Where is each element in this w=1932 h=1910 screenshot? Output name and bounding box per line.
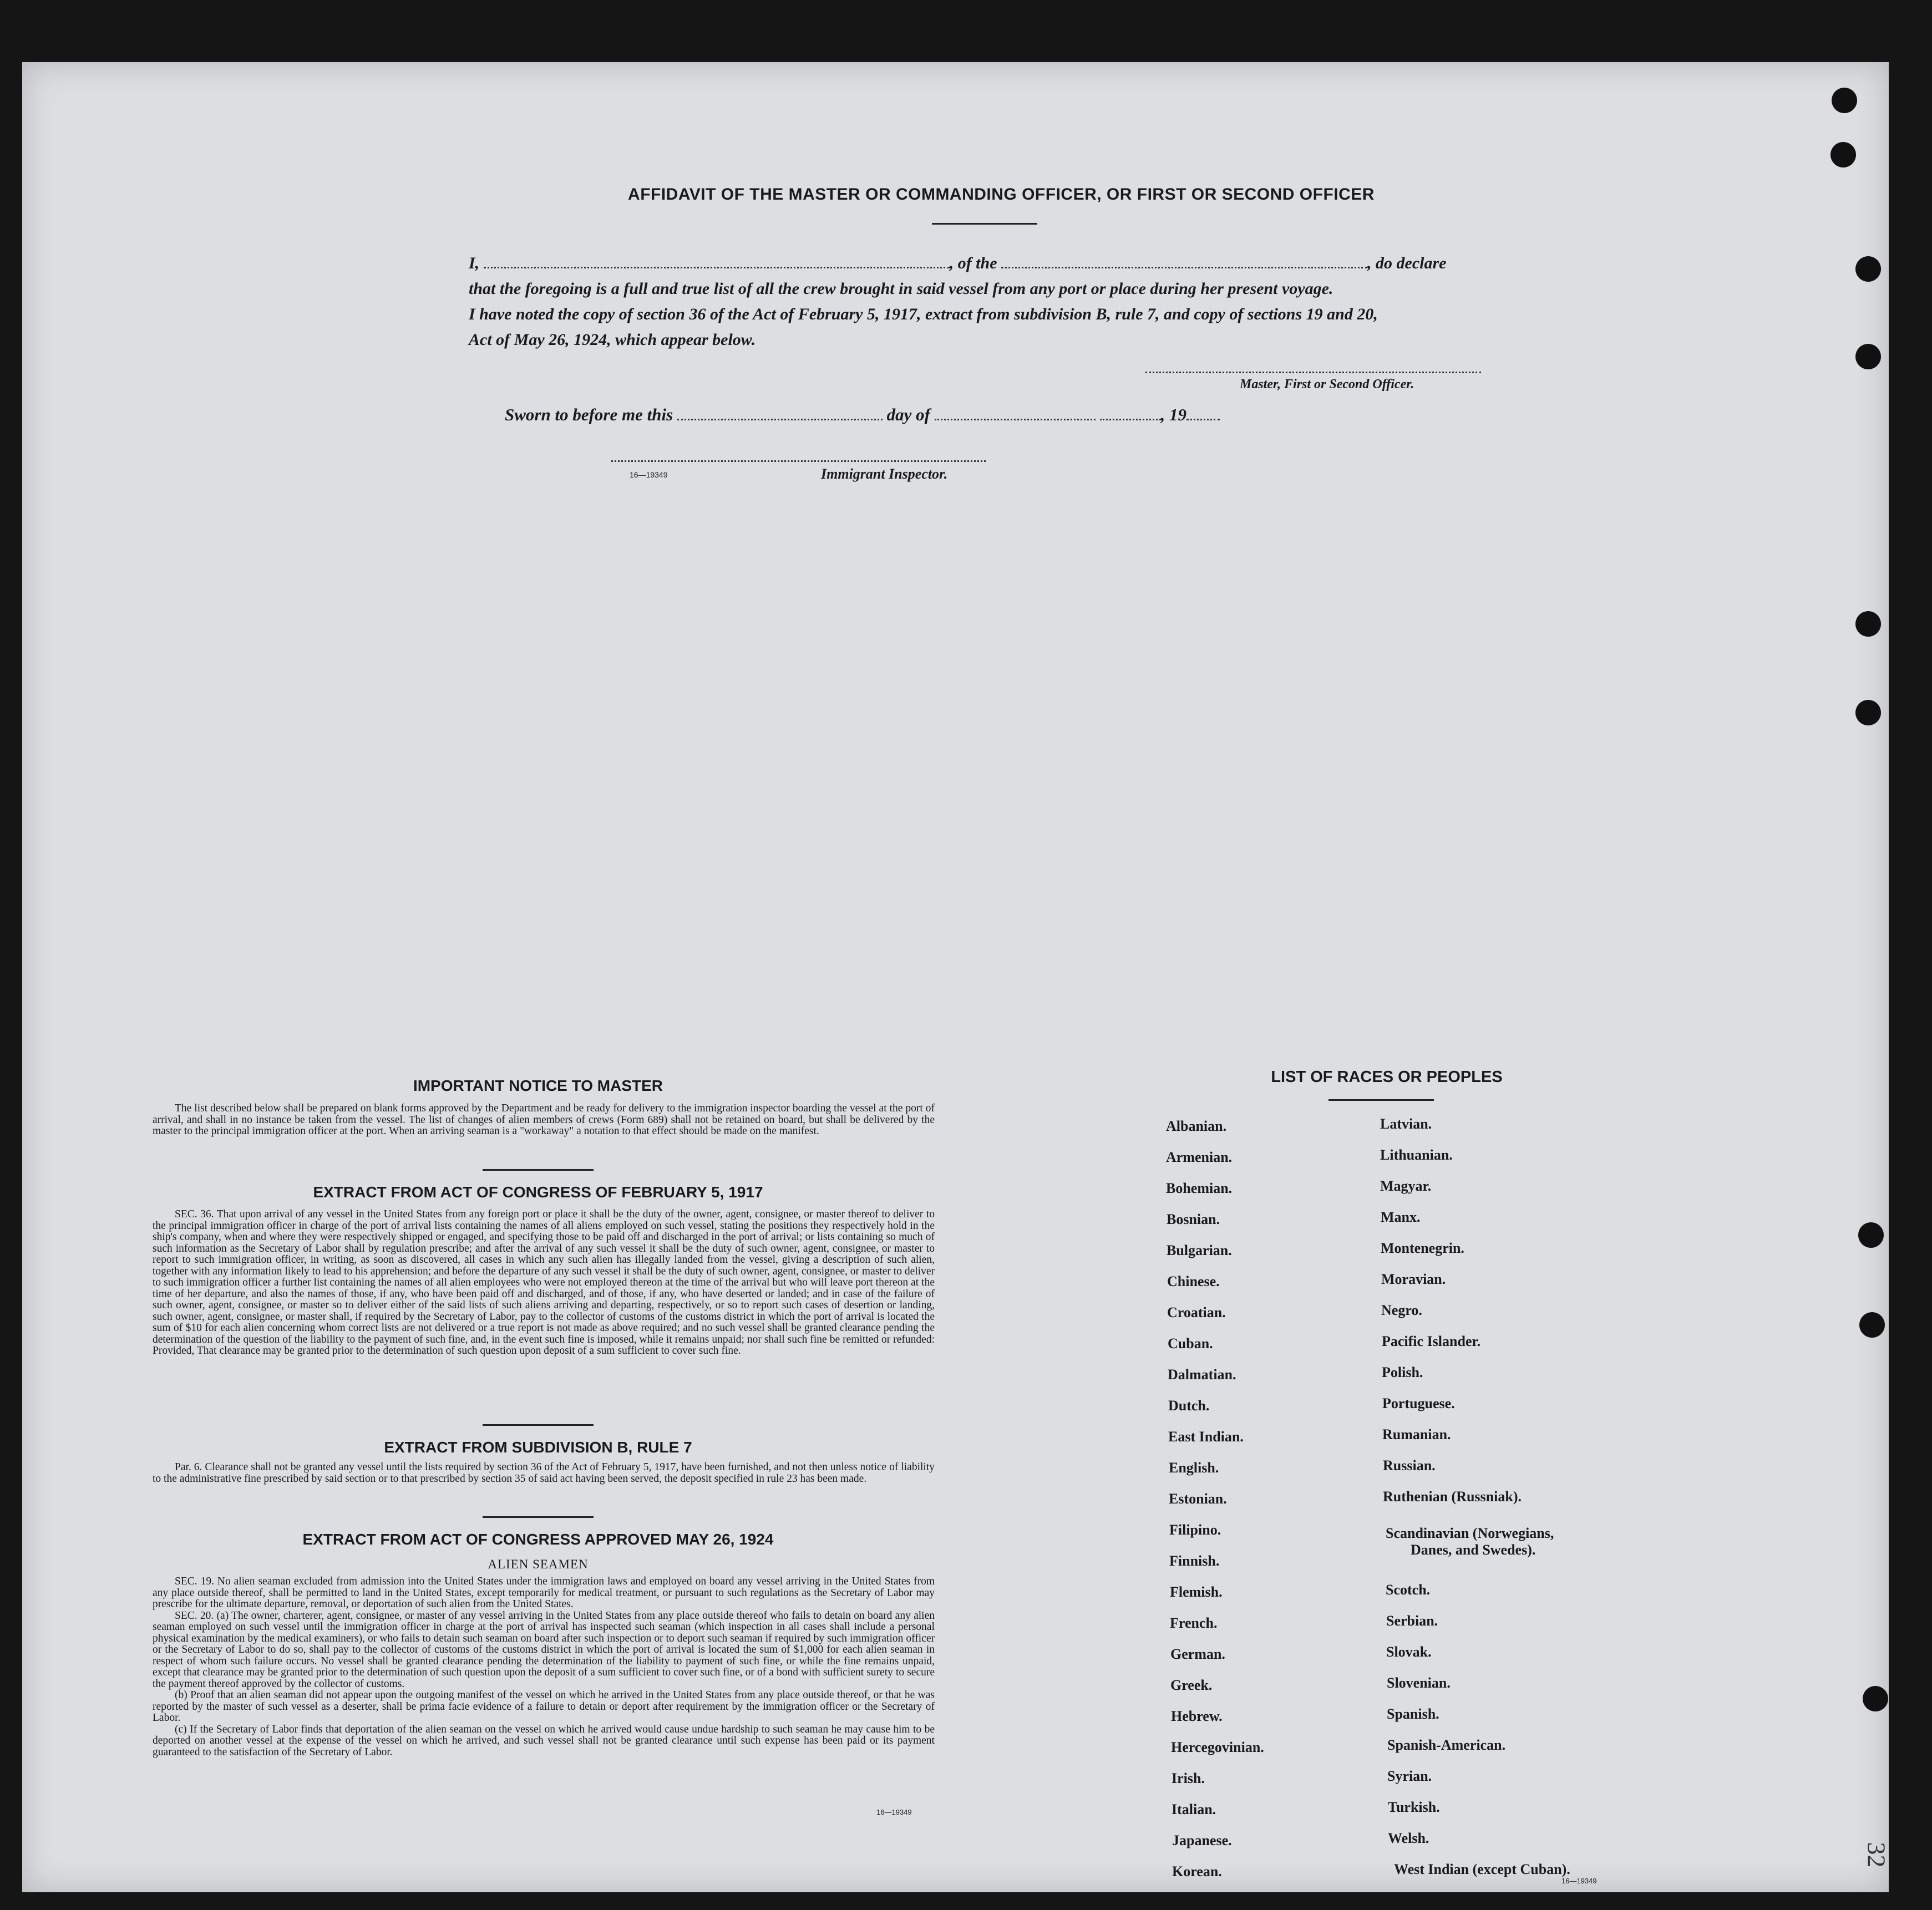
notice-title: IMPORTANT NOTICE TO MASTER	[413, 1077, 663, 1094]
extract-1917-text	[153, 1209, 935, 1357]
race-right: Moravian.	[1381, 1271, 1446, 1287]
race-right: Spanish.	[1387, 1706, 1439, 1722]
extract-1917-title: EXTRACT FROM ACT OF CONGRESS OF FEBRUARY 5, 1917	[313, 1183, 763, 1201]
race-left: Italian.	[1172, 1801, 1216, 1817]
race-left: Filipino.	[1169, 1522, 1221, 1538]
race-right: Slovenian.	[1387, 1675, 1451, 1691]
race-right: Latvian.	[1380, 1116, 1432, 1132]
race-right: Spanish-American.	[1387, 1737, 1506, 1753]
sec-19-paragraph: SEC. 19. No alien seaman excluded from admission into the United States under the immigration laws and employed on board any vessel arriving in the United States from any place outside thereof, shall be permitted to land in the United States, except temporarily for medical treatment, or pursuant to such regulations as the Secretary of Labor may prescribe for the ultimate departure, removal, or deportation of such alien from the United States.	[153, 1576, 935, 1610]
race-right: Pacific Islander.	[1382, 1333, 1481, 1349]
sworn-day-of: day of	[886, 405, 930, 424]
section-divider	[483, 1424, 594, 1426]
section-36-paragraph: SEC. 36. That upon arrival of any vessel in the United States from any foreign port or place it shall be the duty of the owner, agent, consignee, or master thereof to deliver to the principal immigration officer in charge of the port of arrival lists containing the names of all aliens employed on such vessel, stating the positions they respectively hold in the ship's company, when and where they were respectively shipped or engaged, and specifying those to be paid off and discharged in the port of arrival; or lists containing so much of such information as the Secretary of Labor shall by regulation prescribe; and after the arrival of any such vessel it shall be the duty of such owner, agent, consignee, or master to report to such immigration officer, in writing, as soon as discovered, all cases in which any such alien has illegally landed from the vessel, giving a description of such alien, together with any information likely to lead to his apprehension; and before the departure of any such vessel it shall be the duty of such owner, agent, consignee, or master to deliver to such immigration officer a further list containing the names of all alien employees who were not employed thereon at the time of the arrival but who will leave port thereon at the time of her departure, and also the names of those, if any, who have been paid off and discharged, and of those, if any, who have deserted or landed; and in case of the failure of such owner, agent, consignee, or master so to deliver either of the said lists of such aliens arriving and departing, respectively, or so to report such cases of desertion or landing, such owner, agent, consignee, or master shall, if required by the Secretary of Labor, pay to the collector of customs of the customs district in which the port of arrival is located the sum of $10 for each alien concerning whom correct lists are not delivered or a true report is not made as above required; and no such vessel shall be granted clearance pending the determination of the question of the liability to the payment of such fine, and, in the event such fine is imposed, while it remains unpaid; nor shall such fine be remitted or refunded: Provided, That clearance may be granted prior to the determination of such question upon deposit of a sum sufficient to cover such fine.	[153, 1208, 935, 1357]
extract-rule7-title: EXTRACT FROM SUBDIVISION B, RULE 7	[384, 1439, 692, 1456]
month-blank-2	[1100, 418, 1161, 420]
races-title-underline	[1328, 1099, 1434, 1101]
par-6-paragraph: Par. 6. Clearance shall not be granted any vessel until the lists required by section 36 of the Act of February 5, 1917, have been furnished, and not then unless notice of liability to the administrative fine prescribed by said section or to that prescribed by section 35 of said act having been served, the deposit specified in rule 23 has been made.	[153, 1461, 935, 1485]
document-sheet	[22, 62, 1889, 1892]
extract-1924-title: EXTRACT FROM ACT OF CONGRESS APPROVED MAY 26, 1924	[302, 1531, 774, 1548]
section-divider	[483, 1169, 594, 1171]
title-underline	[932, 223, 1037, 225]
race-right: Syrian.	[1387, 1768, 1432, 1784]
race-left: Croatian.	[1167, 1304, 1226, 1320]
race-left: Chinese.	[1167, 1273, 1220, 1289]
race-left: Dalmatian.	[1168, 1367, 1236, 1383]
race-left: Hercegovinian.	[1171, 1739, 1264, 1755]
race-left: English.	[1169, 1460, 1219, 1476]
race-right: Danes, and Swedes).	[1411, 1542, 1536, 1558]
notice-text	[153, 1103, 935, 1137]
race-right: Welsh.	[1388, 1830, 1429, 1846]
binder-hole	[1855, 611, 1881, 637]
extract-1924-text	[153, 1576, 935, 1758]
race-right: Ruthenian (Russniak).	[1383, 1489, 1522, 1505]
race-left: Bohemian.	[1166, 1180, 1233, 1196]
notice-paragraph: The list described below shall be prepared on blank forms approved by the Department and be ready for delivery to the immigration inspector boarding the vessel at the port of arrival, and shall in no instance be taken from the vessel. The list of changes of alien members of crews (Form 689) shall not be retained on board, but shall be delivered by the master to the principal immigration officer at the port. When an arriving seaman is a "workaway" a notation to that effect should be made on the manifest.	[153, 1103, 935, 1137]
race-right: West Indian (except Cuban).	[1394, 1861, 1570, 1877]
race-left: Greek.	[1170, 1677, 1213, 1693]
race-left: Flemish.	[1170, 1584, 1223, 1600]
inspector-signature-line	[611, 460, 986, 462]
race-left: Armenian.	[1166, 1149, 1233, 1165]
binder-hole	[1855, 344, 1881, 369]
races-title: LIST OF RACES OR PEOPLES	[1271, 1068, 1503, 1086]
race-right: Negro.	[1381, 1302, 1422, 1318]
page-mark: 32	[1862, 1842, 1891, 1868]
race-left: Korean.	[1172, 1863, 1222, 1879]
inspector-caption: Immigrant Inspector.	[821, 466, 948, 482]
binder-hole	[1858, 1222, 1884, 1248]
year-blank	[1186, 418, 1220, 420]
sworn-line	[505, 405, 1220, 425]
affidavit-title: AFFIDAVIT OF THE MASTER OR COMMANDING OFFICER, OR FIRST OR SECOND OFFICER	[628, 185, 1375, 204]
race-right: Scandinavian (Norwegians,	[1386, 1525, 1554, 1541]
race-right: Portuguese.	[1382, 1395, 1455, 1411]
form-number: 16—19349	[630, 470, 668, 479]
race-right: Serbian.	[1386, 1613, 1438, 1629]
race-right: Polish.	[1382, 1364, 1423, 1380]
vessel-blank	[1001, 266, 1367, 268]
race-left: Estonian.	[1169, 1491, 1227, 1507]
race-right: Magyar.	[1380, 1178, 1432, 1194]
race-left: German.	[1170, 1646, 1225, 1662]
race-right: Rumanian.	[1382, 1426, 1451, 1442]
race-right: Turkish.	[1388, 1799, 1440, 1815]
extract-rule7-text	[153, 1462, 935, 1485]
race-left: Finnish.	[1169, 1553, 1220, 1569]
binder-hole	[1830, 142, 1856, 167]
affidavit-statement	[469, 251, 1500, 353]
race-right: Scotch.	[1386, 1582, 1431, 1598]
affidavit-declare: , do declare	[1367, 254, 1447, 272]
affidavit-line-4: Act of May 26, 1924, which appear below.	[469, 331, 756, 349]
binder-hole	[1832, 88, 1857, 113]
race-left: Albanian.	[1166, 1118, 1227, 1134]
race-right: Russian.	[1383, 1457, 1436, 1474]
race-left: Bosnian.	[1167, 1211, 1220, 1227]
race-right: Manx.	[1381, 1209, 1421, 1225]
binder-hole	[1859, 1312, 1885, 1338]
affidavit-line-3: I have noted the copy of section 36 of the Act of February 5, 1917, extract from subdivision B, rule 7, and copy of sections 19 and 20,	[469, 305, 1378, 323]
sec-20c-paragraph: (c) If the Secretary of Labor finds that deportation of the alien seaman on the vessel on which he arrived would cause undue hardship to such seaman he may cause him to be deported on another vessel at the expense of the vessel on which he arrived, and such vessel shall not be granted clearance until such expense has been paid or its payment guaranteed to the satisfaction of the Secretary of Labor.	[153, 1723, 935, 1758]
sworn-year: , 19	[1160, 405, 1186, 424]
race-left: Dutch.	[1168, 1398, 1210, 1414]
signature-caption: Master, First or Second Officer.	[1240, 377, 1414, 392]
race-left: Bulgarian.	[1167, 1242, 1232, 1258]
binder-hole	[1855, 256, 1881, 282]
month-blank	[935, 418, 1096, 420]
section-divider	[483, 1516, 594, 1518]
race-left: French.	[1170, 1615, 1218, 1631]
sec-20b-paragraph: (b) Proof that an alien seaman did not appear upon the outgoing manifest of the vessel on which he arrived in the United States from any place outside thereof, or that he was reported by the master of such vessel as a deserter, shall be prima facie evidence of a failure to detain or deport after requirement by the immigration officer or the Secretary of Labor.	[153, 1689, 935, 1724]
race-right: Lithuanian.	[1380, 1147, 1453, 1163]
race-left: Cuban.	[1168, 1335, 1213, 1352]
affidavit-i: I,	[469, 254, 480, 272]
signature-line	[1145, 372, 1481, 373]
alien-seamen-subtitle: ALIEN SEAMEN	[488, 1557, 589, 1571]
affidavit-of-the: , of the	[949, 254, 997, 272]
day-blank	[677, 418, 883, 420]
binder-hole	[1863, 1686, 1888, 1711]
form-number: 16—19349	[1561, 1877, 1597, 1885]
race-left: East Indian.	[1168, 1429, 1244, 1445]
race-left: Hebrew.	[1171, 1708, 1223, 1724]
name-blank	[484, 266, 950, 268]
race-right: Montenegrin.	[1381, 1240, 1464, 1256]
binder-hole	[1855, 700, 1881, 725]
race-left: Japanese.	[1172, 1832, 1232, 1848]
race-left: Irish.	[1172, 1770, 1205, 1786]
affidavit-line-2: that the foregoing is a full and true list of all the crew brought in said vessel from any port or place during her present voyage.	[469, 280, 1333, 298]
sworn-prefix: Sworn to before me this	[505, 405, 673, 424]
race-right: Slovak.	[1386, 1644, 1432, 1660]
sec-20a-paragraph: SEC. 20. (a) The owner, charterer, agent, consignee, or master of any vessel arriving in the United States from any place outside thereof who fails to detain on board any alien seaman employed on such vessel until the immigration officer in charge at the port of arrival has inspected such seaman (which inspection in all cases shall include a personal physical examination by the medical examiners), or who fails to detain such seaman on board after such inspection or to deport such seaman if required by such immigration officer or the Secretary of Labor to do so, shall pay to the collector of customs of the customs district in which the port of arrival is located the sum of $1,000 for each alien seaman in respect of whom such failure occurs. No vessel shall be granted clearance pending the determination of the liability to payment of such fine, or while the fine remains unpaid, except that clearance may be granted prior to the determination of such question upon the deposit of a sum sufficient to cover such fine, or of a bond with sufficient surety to secure the payment thereof approved by the collector of customs.	[153, 1609, 935, 1690]
form-number: 16—19349	[876, 1808, 912, 1816]
